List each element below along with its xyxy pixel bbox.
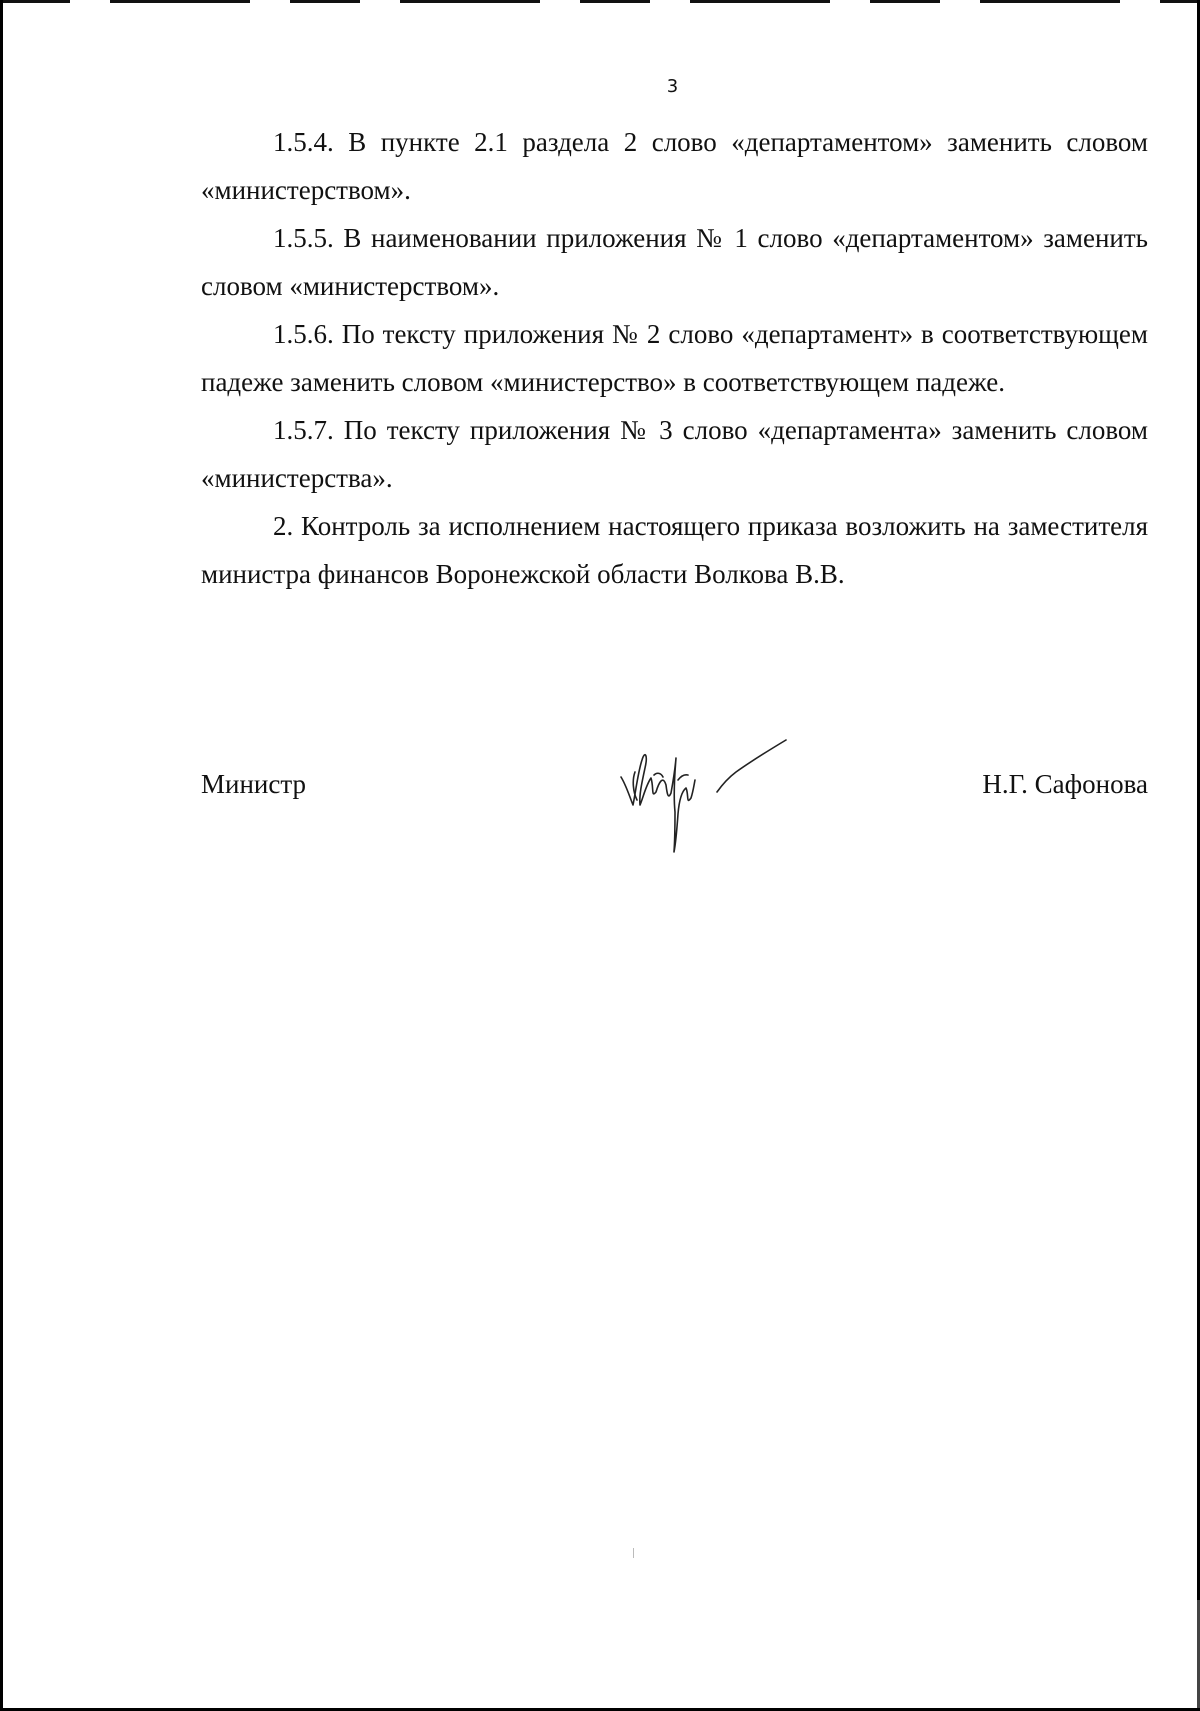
- scan-border-top: [0, 0, 1200, 3]
- page-number: 3: [666, 76, 679, 97]
- scan-artifact: [633, 1548, 634, 1558]
- signatory-title: Министр: [201, 769, 306, 799]
- signatory-name: Н.Г. Сафонова: [982, 769, 1148, 799]
- paragraph-1-5-6: 1.5.6. По тексту приложения № 2 слово «департамент» в соответствующем падеже заменить словом «министерство» в соответствующем падеже.: [201, 319, 1148, 397]
- paragraph-1-5-4: 1.5.4. В пункте 2.1 раздела 2 слово «департаментом» заменить словом «министерством».: [201, 127, 1148, 205]
- document-body: [201, 118, 1148, 598]
- scan-border-left: [0, 0, 3, 1711]
- paragraph-1-5-7: 1.5.7. По тексту приложения № 3 слово «департамента» заменить словом «министерства».: [201, 415, 1148, 493]
- handwritten-signature: [618, 730, 808, 870]
- paragraph-1-5-5: 1.5.5. В наименовании приложения № 1 слово «департаментом» заменить словом «министерством».: [201, 223, 1148, 301]
- paragraph-2: 2. Контроль за исполнением настоящего приказа возложить на заместителя министра финансов Воронежской области Волкова В.В.: [201, 511, 1148, 589]
